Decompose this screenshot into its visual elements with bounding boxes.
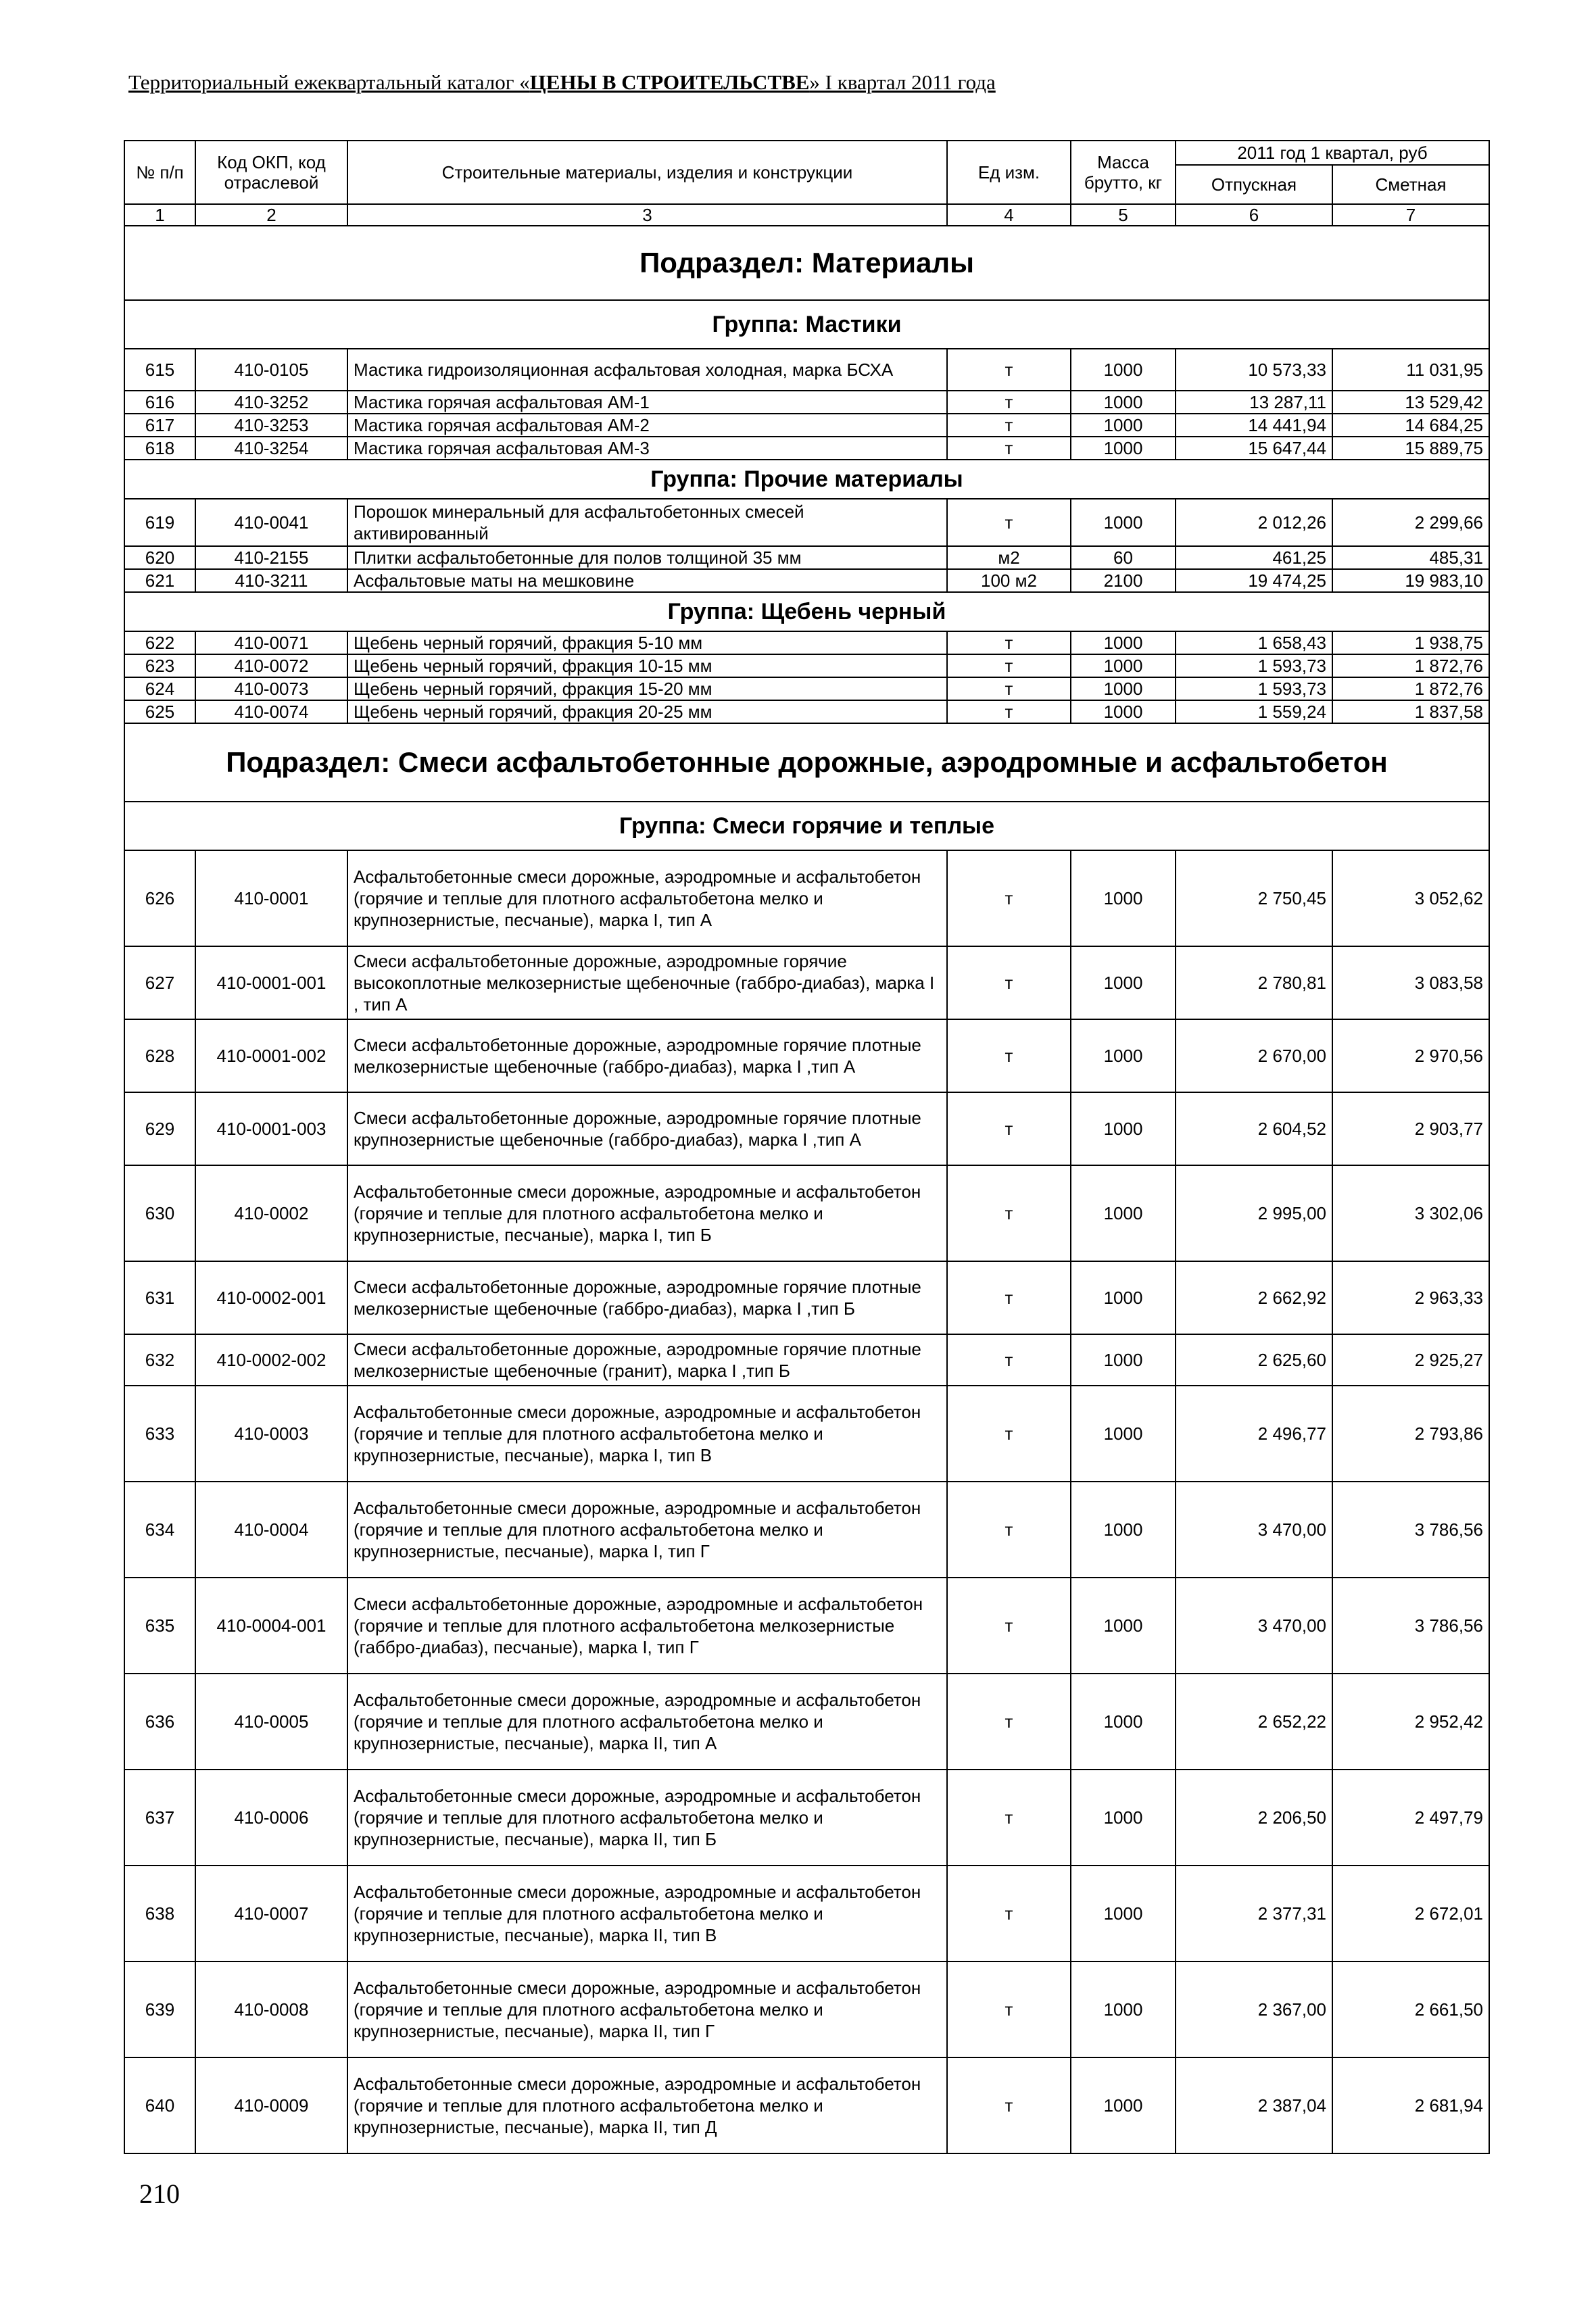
estimate-price: 15 889,75 <box>1332 437 1489 460</box>
release-price: 2 012,26 <box>1176 499 1332 546</box>
col-header-mass: Масса брутто, кг <box>1071 141 1176 204</box>
unit: т <box>947 349 1071 391</box>
mass: 60 <box>1071 546 1176 569</box>
estimate-price: 2 497,79 <box>1332 1770 1489 1866</box>
mass: 1000 <box>1071 1482 1176 1578</box>
release-price: 2 604,52 <box>1176 1092 1332 1165</box>
okp-code: 410-0072 <box>195 654 347 677</box>
okp-code: 410-0073 <box>195 677 347 700</box>
row-number: 617 <box>124 414 195 437</box>
item-name: Асфальтобетонные смеси дорожные, аэродромные и асфальтобетон (горячие и теплые для плотного асфальтобетона мелко и крупнозернистые, песчаные), марка II, тип А <box>347 1674 947 1770</box>
mass: 1000 <box>1071 1961 1176 2057</box>
mass: 1000 <box>1071 437 1176 460</box>
column-number: 7 <box>1332 204 1489 226</box>
table-row <box>124 569 1489 592</box>
row-number: 639 <box>124 1961 195 2057</box>
release-price: 14 441,94 <box>1176 414 1332 437</box>
group-title: Группа: Мастики <box>124 300 1489 349</box>
unit: 100 м2 <box>947 569 1071 592</box>
mass: 1000 <box>1071 850 1176 946</box>
mass: 1000 <box>1071 700 1176 723</box>
okp-code: 410-0006 <box>195 1770 347 1866</box>
release-price: 15 647,44 <box>1176 437 1332 460</box>
table-row <box>124 499 1489 546</box>
unit: т <box>947 946 1071 1019</box>
table-row <box>124 437 1489 460</box>
mass: 1000 <box>1071 1386 1176 1482</box>
catalog-title: ЦЕНЫ В СТРОИТЕЛЬСТВЕ <box>529 70 810 94</box>
row-number: 637 <box>124 1770 195 1866</box>
estimate-price: 3 302,06 <box>1332 1165 1489 1261</box>
row-number: 635 <box>124 1578 195 1674</box>
table-row <box>124 1092 1489 1165</box>
col-header-release-price: Отпускная <box>1176 165 1332 204</box>
estimate-price: 3 786,56 <box>1332 1578 1489 1674</box>
item-name: Плитки асфальтобетонные для полов толщиной 35 мм <box>347 546 947 569</box>
estimate-price: 2 903,77 <box>1332 1092 1489 1165</box>
mass: 1000 <box>1071 1261 1176 1334</box>
okp-code: 410-0105 <box>195 349 347 391</box>
row-number: 620 <box>124 546 195 569</box>
row-number: 628 <box>124 1019 195 1092</box>
release-price: 1 559,24 <box>1176 700 1332 723</box>
release-price: 1 593,73 <box>1176 654 1332 677</box>
release-price: 461,25 <box>1176 546 1332 569</box>
okp-code: 410-0004 <box>195 1482 347 1578</box>
okp-code: 410-0041 <box>195 499 347 546</box>
unit: т <box>947 1866 1071 1961</box>
table-row <box>124 1334 1489 1386</box>
okp-code: 410-0005 <box>195 1674 347 1770</box>
unit: т <box>947 1092 1071 1165</box>
item-name: Щебень черный горячий, фракция 20-25 мм <box>347 700 947 723</box>
table-row <box>124 654 1489 677</box>
item-name: Щебень черный горячий, фракция 5-10 мм <box>347 631 947 654</box>
estimate-price: 11 031,95 <box>1332 349 1489 391</box>
okp-code: 410-0002 <box>195 1165 347 1261</box>
unit: т <box>947 1770 1071 1866</box>
okp-code: 410-3253 <box>195 414 347 437</box>
unit: т <box>947 677 1071 700</box>
item-name: Порошок минеральный для асфальтобетонных смесей активированный <box>347 499 947 546</box>
mass: 1000 <box>1071 1165 1176 1261</box>
mass: 1000 <box>1071 1092 1176 1165</box>
row-number: 630 <box>124 1165 195 1261</box>
item-name: Асфальтобетонные смеси дорожные, аэродромные и асфальтобетон (горячие и теплые для плотного асфальтобетона мелко и крупнозернистые, песчаные), марка II, тип Г <box>347 1961 947 2057</box>
column-number: 4 <box>947 204 1071 226</box>
row-number: 632 <box>124 1334 195 1386</box>
column-number-row <box>124 204 1489 226</box>
col-header-estimate-price: Сметная <box>1332 165 1489 204</box>
col-header-name: Строительные материалы, изделия и конструкции <box>347 141 947 204</box>
table-row <box>124 850 1489 946</box>
release-price: 2 995,00 <box>1176 1165 1332 1261</box>
page-number: 210 <box>139 2178 180 2209</box>
mass: 1000 <box>1071 946 1176 1019</box>
unit: т <box>947 1961 1071 2057</box>
mass: 1000 <box>1071 349 1176 391</box>
item-name: Мастика гидроизоляционная асфальтовая холодная, марка БСХА <box>347 349 947 391</box>
unit: т <box>947 1165 1071 1261</box>
mass: 1000 <box>1071 391 1176 414</box>
okp-code: 410-0003 <box>195 1386 347 1482</box>
okp-code: 410-0008 <box>195 1961 347 2057</box>
table-row <box>124 1482 1489 1578</box>
release-price: 2 670,00 <box>1176 1019 1332 1092</box>
okp-code: 410-0001 <box>195 850 347 946</box>
group-title: Группа: Щебень черный <box>124 592 1489 631</box>
release-price: 2 367,00 <box>1176 1961 1332 2057</box>
item-name: Смеси асфальтобетонные дорожные, аэродромные горячие плотные мелкозернистые щебеночные (габбро-диабаз), марка I ,тип Б <box>347 1261 947 1334</box>
row-number: 629 <box>124 1092 195 1165</box>
estimate-price: 1 872,76 <box>1332 677 1489 700</box>
item-name: Асфальтобетонные смеси дорожные, аэродромные и асфальтобетон (горячие и теплые для плотного асфальтобетона мелко и крупнозернистые, песчаные), марка II, тип В <box>347 1866 947 1961</box>
item-name: Смеси асфальтобетонные дорожные, аэродромные горячие плотные мелкозернистые щебеночные (гранит), марка I ,тип Б <box>347 1334 947 1386</box>
header-prefix: Территориальный ежеквартальный каталог « <box>128 70 530 94</box>
item-name: Мастика горячая асфальтовая АМ-3 <box>347 437 947 460</box>
release-price: 10 573,33 <box>1176 349 1332 391</box>
row-number: 622 <box>124 631 195 654</box>
mass: 1000 <box>1071 2057 1176 2153</box>
mass: 1000 <box>1071 654 1176 677</box>
table-row <box>124 1261 1489 1334</box>
table-row <box>124 391 1489 414</box>
okp-code: 410-3211 <box>195 569 347 592</box>
col-header-unit: Ед изм. <box>947 141 1071 204</box>
release-price: 1 593,73 <box>1176 677 1332 700</box>
column-number: 1 <box>124 204 195 226</box>
price-table <box>124 140 1490 2154</box>
item-name: Щебень черный горячий, фракция 10-15 мм <box>347 654 947 677</box>
item-name: Смеси асфальтобетонные дорожные, аэродромные горячие плотные мелкозернистые щебеночные (габбро-диабаз), марка I ,тип А <box>347 1019 947 1092</box>
column-number: 5 <box>1071 204 1176 226</box>
row-number: 634 <box>124 1482 195 1578</box>
estimate-price: 2 925,27 <box>1332 1334 1489 1386</box>
mass: 1000 <box>1071 677 1176 700</box>
okp-code: 410-0001-001 <box>195 946 347 1019</box>
release-price: 2 387,04 <box>1176 2057 1332 2153</box>
unit: т <box>947 1261 1071 1334</box>
mass: 1000 <box>1071 1866 1176 1961</box>
estimate-price: 19 983,10 <box>1332 569 1489 592</box>
estimate-price: 1 872,76 <box>1332 654 1489 677</box>
group-row <box>124 592 1489 631</box>
okp-code: 410-0071 <box>195 631 347 654</box>
table-row <box>124 1386 1489 1482</box>
group-title: Группа: Смеси горячие и теплые <box>124 802 1489 850</box>
estimate-price: 2 963,33 <box>1332 1261 1489 1334</box>
table-row <box>124 1019 1489 1092</box>
estimate-price: 2 672,01 <box>1332 1866 1489 1961</box>
mass: 1000 <box>1071 1019 1176 1092</box>
unit: т <box>947 850 1071 946</box>
row-number: 616 <box>124 391 195 414</box>
estimate-price: 2 299,66 <box>1332 499 1489 546</box>
unit: т <box>947 1578 1071 1674</box>
unit: т <box>947 1674 1071 1770</box>
item-name: Смеси асфальтобетонные дорожные, аэродромные горячие плотные крупнозернистые щебеночные (габбро-диабаз), марка I ,тип А <box>347 1092 947 1165</box>
table-row <box>124 1674 1489 1770</box>
estimate-price: 14 684,25 <box>1332 414 1489 437</box>
release-price: 2 377,31 <box>1176 1866 1332 1961</box>
estimate-price: 3 052,62 <box>1332 850 1489 946</box>
column-number: 6 <box>1176 204 1332 226</box>
unit: т <box>947 700 1071 723</box>
unit: т <box>947 2057 1071 2153</box>
mass: 1000 <box>1071 499 1176 546</box>
estimate-price: 1 837,58 <box>1332 700 1489 723</box>
okp-code: 410-0004-001 <box>195 1578 347 1674</box>
item-name: Асфальтобетонные смеси дорожные, аэродромные и асфальтобетон (горячие и теплые для плотного асфальтобетона мелко и крупнозернистые, песчаные), марка I, тип Г <box>347 1482 947 1578</box>
estimate-price: 485,31 <box>1332 546 1489 569</box>
okp-code: 410-0002-001 <box>195 1261 347 1334</box>
release-price: 2 750,45 <box>1176 850 1332 946</box>
table-row <box>124 1165 1489 1261</box>
okp-code: 410-2155 <box>195 546 347 569</box>
unit: т <box>947 1386 1071 1482</box>
row-number: 640 <box>124 2057 195 2153</box>
row-number: 638 <box>124 1866 195 1961</box>
okp-code: 410-0002-002 <box>195 1334 347 1386</box>
col-header-num: № п/п <box>124 141 195 204</box>
col-header-code: Код ОКП, код отраслевой <box>195 141 347 204</box>
item-name: Смеси асфальтобетонные дорожные, аэродромные и асфальтобетон (горячие и теплые для плотного асфальтобетона мелкозернистые (габбро-диабаз), песчаные), марка I, тип Г <box>347 1578 947 1674</box>
table-row <box>124 946 1489 1019</box>
unit: т <box>947 499 1071 546</box>
row-number: 619 <box>124 499 195 546</box>
item-name: Асфальтовые маты на мешковине <box>347 569 947 592</box>
item-name: Мастика горячая асфальтовая АМ-1 <box>347 391 947 414</box>
release-price: 3 470,00 <box>1176 1578 1332 1674</box>
item-name: Асфальтобетонные смеси дорожные, аэродромные и асфальтобетон (горячие и теплые для плотного асфальтобетона мелко и крупнозернистые, песчаные), марка I, тип В <box>347 1386 947 1482</box>
release-price: 2 625,60 <box>1176 1334 1332 1386</box>
row-number: 631 <box>124 1261 195 1334</box>
okp-code: 410-0074 <box>195 700 347 723</box>
okp-code: 410-0009 <box>195 2057 347 2153</box>
estimate-price: 2 970,56 <box>1332 1019 1489 1092</box>
mass: 1000 <box>1071 1674 1176 1770</box>
table-row <box>124 349 1489 391</box>
estimate-price: 2 681,94 <box>1332 2057 1489 2153</box>
estimate-price: 3 083,58 <box>1332 946 1489 1019</box>
row-number: 624 <box>124 677 195 700</box>
column-number: 3 <box>347 204 947 226</box>
header-suffix: » I квартал 2011 года <box>809 70 996 94</box>
running-header <box>128 70 1142 95</box>
unit: т <box>947 437 1071 460</box>
item-name: Асфальтобетонные смеси дорожные, аэродромные и асфальтобетон (горячие и теплые для плотного асфальтобетона мелко и крупнозернистые, песчаные), марка II, тип Д <box>347 2057 947 2153</box>
row-number: 615 <box>124 349 195 391</box>
release-price: 1 658,43 <box>1176 631 1332 654</box>
estimate-price: 2 793,86 <box>1332 1386 1489 1482</box>
mass: 1000 <box>1071 1578 1176 1674</box>
row-number: 618 <box>124 437 195 460</box>
subsection-title: Подраздел: Смеси асфальтобетонные дорожные, аэродромные и асфальтобетон <box>124 723 1489 802</box>
row-number: 625 <box>124 700 195 723</box>
release-price: 2 652,22 <box>1176 1674 1332 1770</box>
row-number: 636 <box>124 1674 195 1770</box>
mass: 1000 <box>1071 631 1176 654</box>
estimate-price: 2 661,50 <box>1332 1961 1489 2057</box>
item-name: Смеси асфальтобетонные дорожные, аэродромные горячие высокоплотные мелкозернистые щебеночные (габбро-диабаз), марка I , тип А <box>347 946 947 1019</box>
okp-code: 410-0007 <box>195 1866 347 1961</box>
estimate-price: 1 938,75 <box>1332 631 1489 654</box>
row-number: 626 <box>124 850 195 946</box>
release-price: 3 470,00 <box>1176 1482 1332 1578</box>
table-row <box>124 546 1489 569</box>
table-row <box>124 700 1489 723</box>
table-header <box>124 141 1489 226</box>
subsection-row <box>124 226 1489 300</box>
row-number: 621 <box>124 569 195 592</box>
table-row <box>124 1961 1489 2057</box>
column-number: 2 <box>195 204 347 226</box>
unit: м2 <box>947 546 1071 569</box>
table-row <box>124 1866 1489 1961</box>
item-name: Асфальтобетонные смеси дорожные, аэродромные и асфальтобетон (горячие и теплые для плотного асфальтобетона мелко и крупнозернистые, песчаные), марка II, тип Б <box>347 1770 947 1866</box>
release-price: 13 287,11 <box>1176 391 1332 414</box>
item-name: Асфальтобетонные смеси дорожные, аэродромные и асфальтобетон (горячие и теплые для плотного асфальтобетона мелко и крупнозернистые, песчаные), марка I, тип А <box>347 850 947 946</box>
mass: 1000 <box>1071 414 1176 437</box>
table-row <box>124 677 1489 700</box>
table-row <box>124 2057 1489 2153</box>
table-body <box>124 226 1489 2153</box>
table-row <box>124 631 1489 654</box>
okp-code: 410-0001-002 <box>195 1019 347 1092</box>
group-row <box>124 460 1489 499</box>
col-header-price-group: 2011 год 1 квартал, руб <box>1176 141 1489 165</box>
unit: т <box>947 631 1071 654</box>
row-number: 623 <box>124 654 195 677</box>
release-price: 2 496,77 <box>1176 1386 1332 1482</box>
release-price: 2 780,81 <box>1176 946 1332 1019</box>
unit: т <box>947 414 1071 437</box>
okp-code: 410-3252 <box>195 391 347 414</box>
row-number: 633 <box>124 1386 195 1482</box>
item-name: Асфальтобетонные смеси дорожные, аэродромные и асфальтобетон (горячие и теплые для плотного асфальтобетона мелко и крупнозернистые, песчаные), марка I, тип Б <box>347 1165 947 1261</box>
row-number: 627 <box>124 946 195 1019</box>
table-row <box>124 414 1489 437</box>
group-row <box>124 802 1489 850</box>
estimate-price: 2 952,42 <box>1332 1674 1489 1770</box>
subsection-row <box>124 723 1489 802</box>
mass: 1000 <box>1071 1770 1176 1866</box>
okp-code: 410-3254 <box>195 437 347 460</box>
unit: т <box>947 654 1071 677</box>
table-row <box>124 1578 1489 1674</box>
unit: т <box>947 1334 1071 1386</box>
unit: т <box>947 391 1071 414</box>
estimate-price: 3 786,56 <box>1332 1482 1489 1578</box>
subsection-title: Подраздел: Материалы <box>124 226 1489 300</box>
unit: т <box>947 1482 1071 1578</box>
item-name: Мастика горячая асфальтовая АМ-2 <box>347 414 947 437</box>
mass: 1000 <box>1071 1334 1176 1386</box>
mass: 2100 <box>1071 569 1176 592</box>
estimate-price: 13 529,42 <box>1332 391 1489 414</box>
release-price: 2 662,92 <box>1176 1261 1332 1334</box>
release-price: 19 474,25 <box>1176 569 1332 592</box>
table-row <box>124 1770 1489 1866</box>
item-name: Щебень черный горячий, фракция 15-20 мм <box>347 677 947 700</box>
okp-code: 410-0001-003 <box>195 1092 347 1165</box>
unit: т <box>947 1019 1071 1092</box>
group-title: Группа: Прочие материалы <box>124 460 1489 499</box>
group-row <box>124 300 1489 349</box>
release-price: 2 206,50 <box>1176 1770 1332 1866</box>
